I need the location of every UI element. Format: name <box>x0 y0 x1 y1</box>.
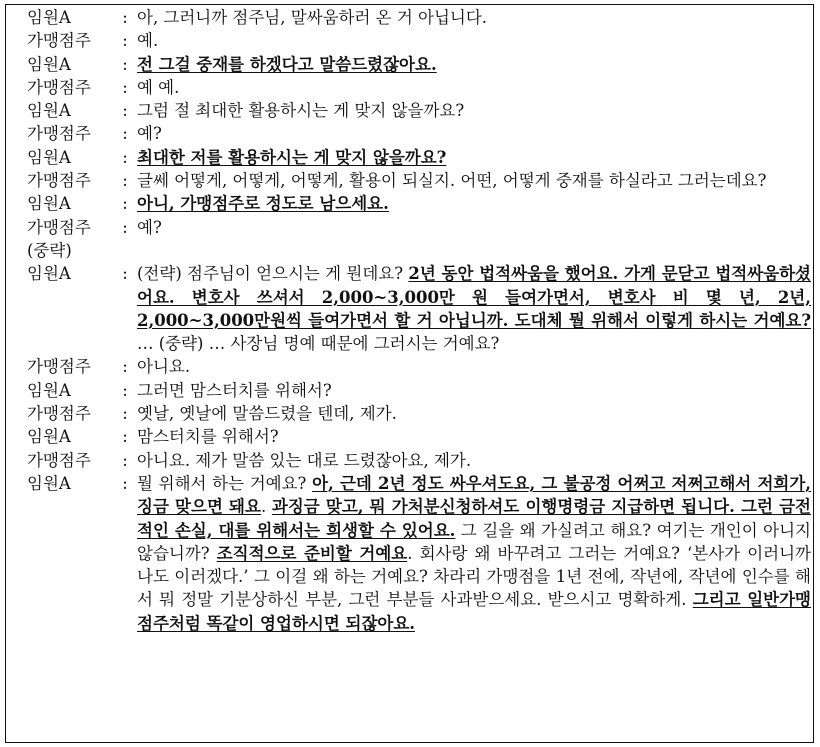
speaker-separator: : <box>122 147 128 167</box>
speaker-separator: : <box>122 194 128 214</box>
utterance <box>137 425 811 448</box>
speaker-label: 임원A <box>27 473 71 493</box>
transcript-line <box>27 472 811 635</box>
speaker-separator: : <box>122 264 128 284</box>
speaker-separator: : <box>122 77 128 97</box>
speaker-separator: : <box>122 450 128 470</box>
speaker-label: 가맹점주 <box>27 77 91 97</box>
transcript <box>27 6 811 635</box>
utterance <box>137 402 811 425</box>
utterance <box>137 6 811 29</box>
speaker-separator: : <box>122 404 128 424</box>
utterance-text: 그럼 절 최대한 활용하시는 게 맞지 않을까요? <box>137 101 465 121</box>
speaker-label: 임원A <box>27 194 71 214</box>
utterance <box>137 262 811 355</box>
utterance <box>137 379 811 402</box>
transcript-line <box>27 449 811 472</box>
utterance-text: 맘스터치를 위해서? <box>137 427 279 447</box>
transcript-line <box>27 122 811 145</box>
speaker-separator: : <box>122 124 128 144</box>
utterance-text: 아, 그러니까 점주님, 말싸움하러 온 거 아닙니다. <box>137 8 488 27</box>
utterance <box>137 192 811 215</box>
speaker-label: 임원A <box>27 8 71 27</box>
utterance-text: … (중략) … 사장님 명예 때문에 그러시는 거예요? <box>137 334 500 354</box>
transcript-line <box>27 169 811 192</box>
transcript-line <box>27 6 811 29</box>
utterance <box>137 53 811 76</box>
utterance-text: 예. <box>137 31 159 51</box>
utterance-text: 그 길을 왜 가실려고 해요? 여기는 개인이 아니지 않습니까? <box>137 520 811 563</box>
speaker-label: 가맹점주 <box>27 357 91 377</box>
transcript-line <box>27 146 811 169</box>
emphasized-text: 최대한 저를 활용하시는 게 맞지 않을까요? <box>137 147 447 167</box>
utterance-text: . 회사랑 왜 바꾸려고 그러는 거예요? ‘본사가 이러니까 나도 이러겠다.’ 그 이걸 왜 하는 거예요? 차라리 가맹점을 1년 전에, 작년에, 작년에 인수를 해서 뭐 정말 기분상하신 부분, 그런 부분들 사과받으세요. 받으시고 명확하게. <box>137 543 811 610</box>
emphasized-text: 전 그걸 중재를 하겠다고 말씀드렸잖아요. <box>137 54 437 74</box>
transcript-line <box>27 402 811 425</box>
speaker-label: 임원A <box>27 101 71 121</box>
utterance-text: 아니요. <box>137 357 191 377</box>
speaker-separator: : <box>122 54 128 74</box>
speaker-label: 임원A <box>27 264 71 284</box>
utterance <box>137 216 811 239</box>
transcript-line <box>27 355 811 378</box>
speaker-label: 가맹점주 <box>27 404 91 424</box>
utterance <box>137 146 811 169</box>
speaker-label: 임원A <box>27 54 71 74</box>
speaker-label: 임원A <box>27 380 71 400</box>
omission-note: (중략) <box>27 240 72 260</box>
transcript-line <box>27 29 811 52</box>
emphasized-text: 아니, 가맹점주로 정도로 남으세요. <box>137 194 389 214</box>
emphasized-text: 아, 근데 2년 정도 싸우셔도요, 그 불공정 어쩌고 저쩌고해서 저희가, 징금 맞으면 돼요 <box>137 473 811 517</box>
speaker-label: 임원A <box>27 147 71 167</box>
transcript-line <box>27 216 811 239</box>
utterance <box>137 29 811 52</box>
speaker-label: 가맹점주 <box>27 171 91 191</box>
speaker-label: 가맹점주 <box>27 217 91 237</box>
utterance <box>137 169 811 192</box>
speaker-label: 가맹점주 <box>27 31 91 51</box>
utterance <box>137 122 811 145</box>
utterance <box>137 355 811 378</box>
speaker-separator: : <box>122 380 128 400</box>
utterance-text: 글쎄 어떻게, 어떻게, 어떻게, 활용이 되실지. 어떤, 어떻게 중재를 하실라고 그러는데요? <box>137 171 767 191</box>
emphasized-text: 그리고 일반가맹점주처럼 똑같이 영업하시면 되잖아요. <box>137 590 811 633</box>
transcript-line <box>27 99 811 122</box>
emphasized-text: 조직적으로 준비할 거예요 <box>216 543 408 563</box>
utterance-text: 예? <box>137 124 162 144</box>
emphasized-text: 과징금 맞고, 뭐 가처분신청하셔도 이행명령금 지급하면 됩니다. 그런 금전적인 손실, 대를 위해서는 희생할 수 있어요. <box>137 497 811 540</box>
utterance-text: 그러면 맘스터치를 위해서? <box>137 380 332 400</box>
speaker-separator: : <box>122 473 128 493</box>
utterance-text: 뭘 위해서 하는 거예요? <box>137 473 313 493</box>
speaker-separator: : <box>122 101 128 121</box>
utterance <box>137 449 811 472</box>
speaker-separator: : <box>122 357 128 377</box>
utterance-text: 예 예. <box>137 77 180 97</box>
speaker-label: 임원A <box>27 427 71 447</box>
utterance-text: (전략) 점주님이 얻으시는 게 뭔데요? <box>137 264 409 284</box>
speaker-separator: : <box>122 8 128 27</box>
utterance-text: 옛날, 옛날에 말씀드렸을 텐데, 제가. <box>137 404 397 424</box>
speaker-label: 가맹점주 <box>27 450 91 470</box>
utterance-text: . <box>260 497 272 517</box>
utterance <box>137 472 811 635</box>
transcript-line <box>27 379 811 402</box>
transcript-line <box>27 53 811 76</box>
speaker-separator: : <box>122 31 128 51</box>
transcript-line <box>27 262 811 355</box>
speaker-separator: : <box>122 427 128 447</box>
utterance <box>137 76 811 99</box>
transcript-line <box>27 76 811 99</box>
utterance-text: 예? <box>137 217 162 237</box>
transcript-line <box>27 425 811 448</box>
utterance-text: 아니요. 제가 말씀 있는 대로 드렸잖아요, 제가. <box>137 450 472 470</box>
transcript-line <box>27 192 811 215</box>
speaker-separator: : <box>122 171 128 191</box>
utterance <box>137 99 811 122</box>
speaker-separator: : <box>122 217 128 237</box>
emphasized-text: 2년 동안 법적싸움을 했어요. 가게 문닫고 법적싸움하셨어요. 변호사 쓰셔서 2,000~3,000만 원 들여가면서, 변호사 비 몇 년, 2년, 2,000~3,000만원씩 들여가면서 할 거 아닙니까. 도대체 뭘 위해서 이렇게 하시는 거예요? <box>137 264 811 330</box>
speaker-label: 가맹점주 <box>27 124 91 144</box>
